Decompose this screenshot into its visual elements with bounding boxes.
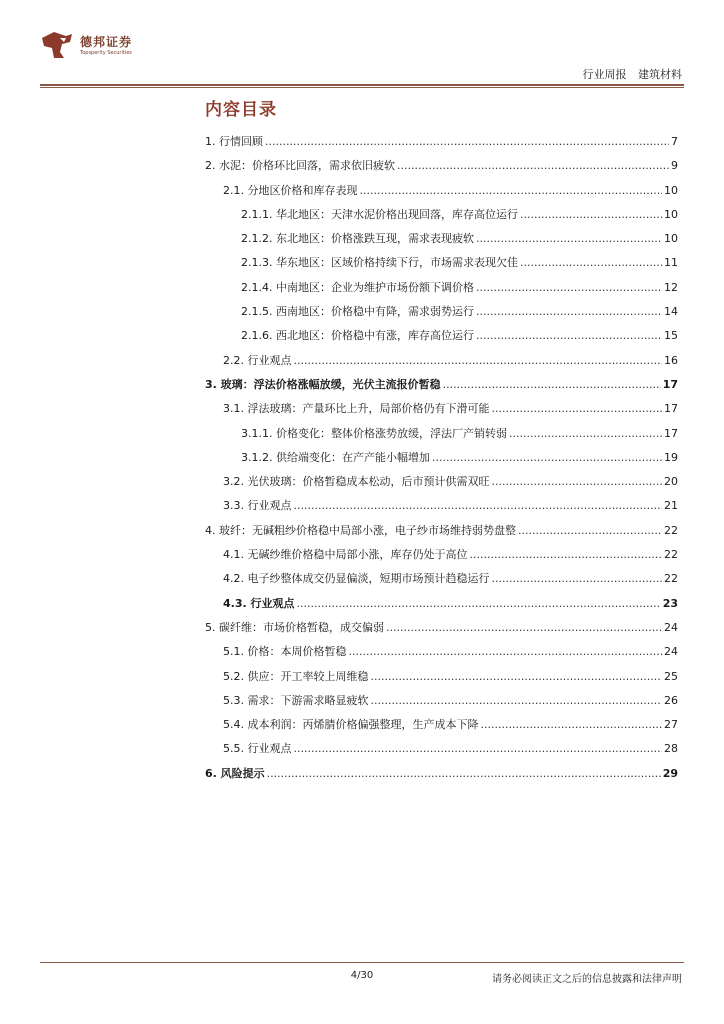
toc-entry[interactable]: 5. 碳纤维：市场价格暂稳，成交偏弱 ..... 24 bbox=[205, 616, 678, 640]
toc-entry[interactable]: 4. 玻纤：无碱粗纱价格稳中局部小涨，电子纱市场维持弱势盘整 ..... 22 bbox=[205, 519, 678, 543]
toc-entry[interactable]: 5.2. 供应：开工率较上周维稳 ..... 25 bbox=[205, 665, 678, 689]
brand-name-en: Topsperity Securities bbox=[80, 50, 132, 56]
toc-title: 内容目录 bbox=[205, 100, 277, 120]
toc-entry[interactable]: 2.2. 行业观点 ..... 16 bbox=[205, 349, 678, 373]
table-of-contents bbox=[205, 130, 678, 786]
toc-entry[interactable]: 3.1. 浮法玻璃：产量环比上升，局部价格仍有下滑可能 ..... 17 bbox=[205, 397, 678, 421]
toc-entry[interactable]: 4.2. 电子纱整体成交仍显偏淡，短期市场预计趋稳运行 ..... 22 bbox=[205, 567, 678, 591]
brand-logo bbox=[40, 30, 150, 64]
toc-entry[interactable]: 3.1.1. 价格变化：整体价格涨势放缓，浮法厂产销转弱 ..... 17 bbox=[205, 422, 678, 446]
toc-entry[interactable]: 2.1.3. 华东地区：区域价格持续下行，市场需求表现欠佳 ..... 11 bbox=[205, 251, 678, 275]
legal-disclaimer: 请务必阅读正文之后的信息披露和法律声明 bbox=[492, 974, 682, 985]
toc-entry[interactable]: 3. 玻璃：浮法价格涨幅放缓，光伏主流报价暂稳 ..... 17 bbox=[205, 373, 678, 397]
page-number: 4/30 bbox=[350, 970, 374, 981]
toc-entry[interactable]: 4.3. 行业观点 ..... 23 bbox=[205, 592, 678, 616]
toc-entry[interactable]: 5.1. 价格：本周价格暂稳 ..... 24 bbox=[205, 640, 678, 664]
toc-entry[interactable]: 5.3. 需求：下游需求略显疲软 ..... 26 bbox=[205, 689, 678, 713]
toc-entry[interactable]: 2.1.2. 东北地区：价格涨跌互现，需求表现疲软 ..... 10 bbox=[205, 227, 678, 251]
footer-rule bbox=[40, 962, 684, 963]
toc-entry[interactable]: 2.1.5. 西南地区：价格稳中有降，需求弱势运行 ..... 14 bbox=[205, 300, 678, 324]
toc-entry[interactable]: 1. 行情回顾 ..... 7 bbox=[205, 130, 678, 154]
toc-entry[interactable]: 3.2. 光伏玻璃：价格暂稳成本松动，后市预计供需双旺 ..... 20 bbox=[205, 470, 678, 494]
toc-entry[interactable]: 6. 风险提示 ..... 29 bbox=[205, 762, 678, 786]
header-rule bbox=[40, 84, 684, 86]
toc-entry[interactable]: 2. 水泥：价格环比回落，需求依旧疲软 ..... 9 bbox=[205, 154, 678, 178]
toc-entry[interactable]: 2.1.6. 西北地区：价格稳中有涨，库存高位运行 ..... 15 bbox=[205, 324, 678, 348]
toc-entry[interactable]: 2.1. 分地区价格和库存表现 ..... 10 bbox=[205, 179, 678, 203]
toc-entry[interactable]: 3.3. 行业观点 ..... 21 bbox=[205, 494, 678, 518]
report-category bbox=[575, 66, 683, 82]
toc-entry[interactable]: 3.1.2. 供给端变化：在产产能小幅增加 ..... 19 bbox=[205, 446, 678, 470]
toc-entry[interactable]: 5.5. 行业观点 ..... 28 bbox=[205, 737, 678, 761]
toc-entry[interactable]: 5.4. 成本利润：丙烯腈价格偏强整理，生产成本下降 ..... 27 bbox=[205, 713, 678, 737]
report-type: 行业周报 bbox=[582, 68, 627, 81]
brand-name-cn: 德邦证券 bbox=[80, 35, 133, 49]
industry-name: 建筑材料 bbox=[638, 68, 682, 81]
logo-mark-icon bbox=[40, 30, 74, 60]
toc-entry[interactable]: 2.1.4. 中南地区：企业为维护市场份额下调价格 ..... 12 bbox=[205, 276, 678, 300]
header-rule-thin bbox=[40, 87, 684, 88]
toc-entry[interactable]: 4.1. 无碱纱维价格稳中局部小涨，库存仍处于高位 ..... 22 bbox=[205, 543, 678, 567]
toc-entry[interactable]: 2.1.1. 华北地区：天津水泥价格出现回落，库存高位运行 ..... 10 bbox=[205, 203, 678, 227]
